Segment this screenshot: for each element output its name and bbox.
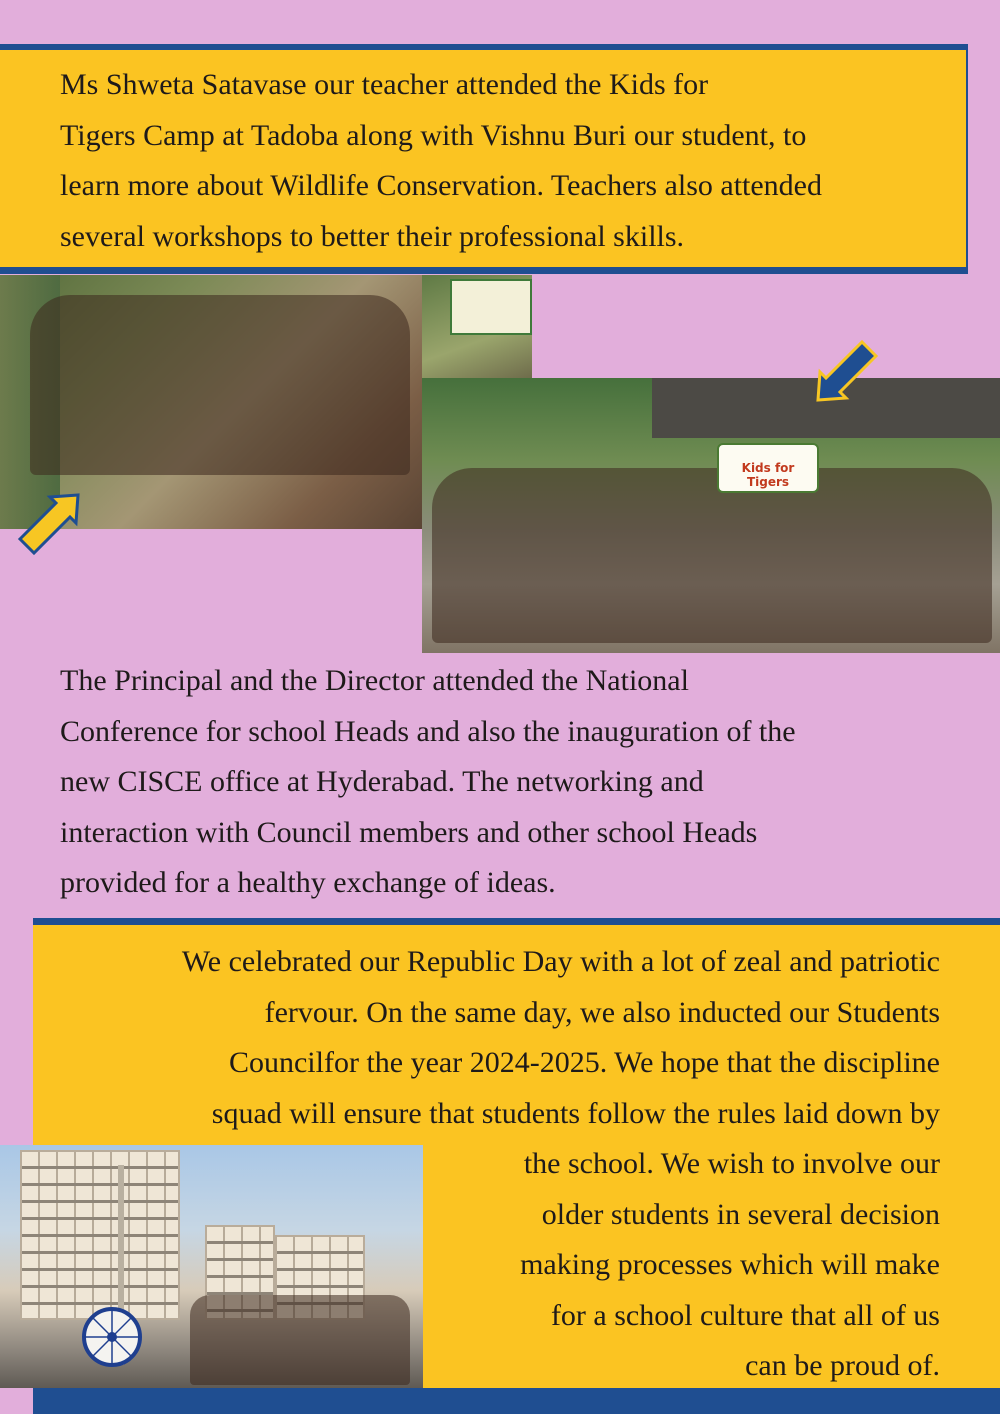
text-line: can be proud of. (745, 1349, 940, 1382)
bottom-bar (33, 1388, 1000, 1414)
signboard-photo (422, 275, 532, 380)
text-line: squad will ensure that students follow the rules laid down by (211, 1096, 940, 1130)
signboard (450, 279, 532, 335)
kids-for-tigers-banner: Kids for Tigers (717, 443, 819, 493)
text-line: Ms Shweta Satavase our teacher attended the Kids for (60, 68, 709, 101)
text-line: Tigers Camp at Tadoba along with Vishnu Buri our student, to (60, 118, 807, 152)
text-line: The Principal and the Director attended the National (60, 664, 689, 697)
biodiversity-centre-group-photo (422, 378, 1000, 653)
conference-paragraph (60, 656, 960, 909)
group-of-students (432, 468, 992, 643)
text-line: the school. We wish to involve our (523, 1147, 940, 1180)
text-line: older students in several decision (541, 1197, 940, 1231)
text-line: for a school culture that all of us (550, 1298, 940, 1332)
text-line: Conference for school Heads and also the inauguration of the (60, 714, 796, 748)
text-line: new CISCE office at Hyderabad. The networking and (60, 765, 704, 798)
text-line: making processes which will make (520, 1248, 940, 1281)
kids-for-tigers-paragraph (60, 60, 965, 262)
republic-day-paragraph (40, 937, 940, 1392)
arrow-pointer-icon (816, 336, 880, 404)
text-line: provided for a healthy exchange of ideas. (60, 866, 556, 899)
text-line: several workshops to better their professional skills. (60, 219, 685, 253)
arrow-pointer-icon (16, 493, 80, 559)
text-line: learn more about Wildlife Conservation. Teachers also attended (60, 169, 822, 202)
group-of-people (30, 295, 410, 475)
text-line: We celebrated our Republic Day with a lot of zeal and patriotic (181, 945, 940, 978)
text-line: Councilfor the year 2024-2025. We hope that the discipline (228, 1046, 940, 1079)
camp-group-photo (0, 275, 422, 529)
text-line: fervour. On the same day, we also inducted our Students (264, 995, 940, 1029)
text-line: interaction with Council members and other school Heads (60, 815, 758, 849)
